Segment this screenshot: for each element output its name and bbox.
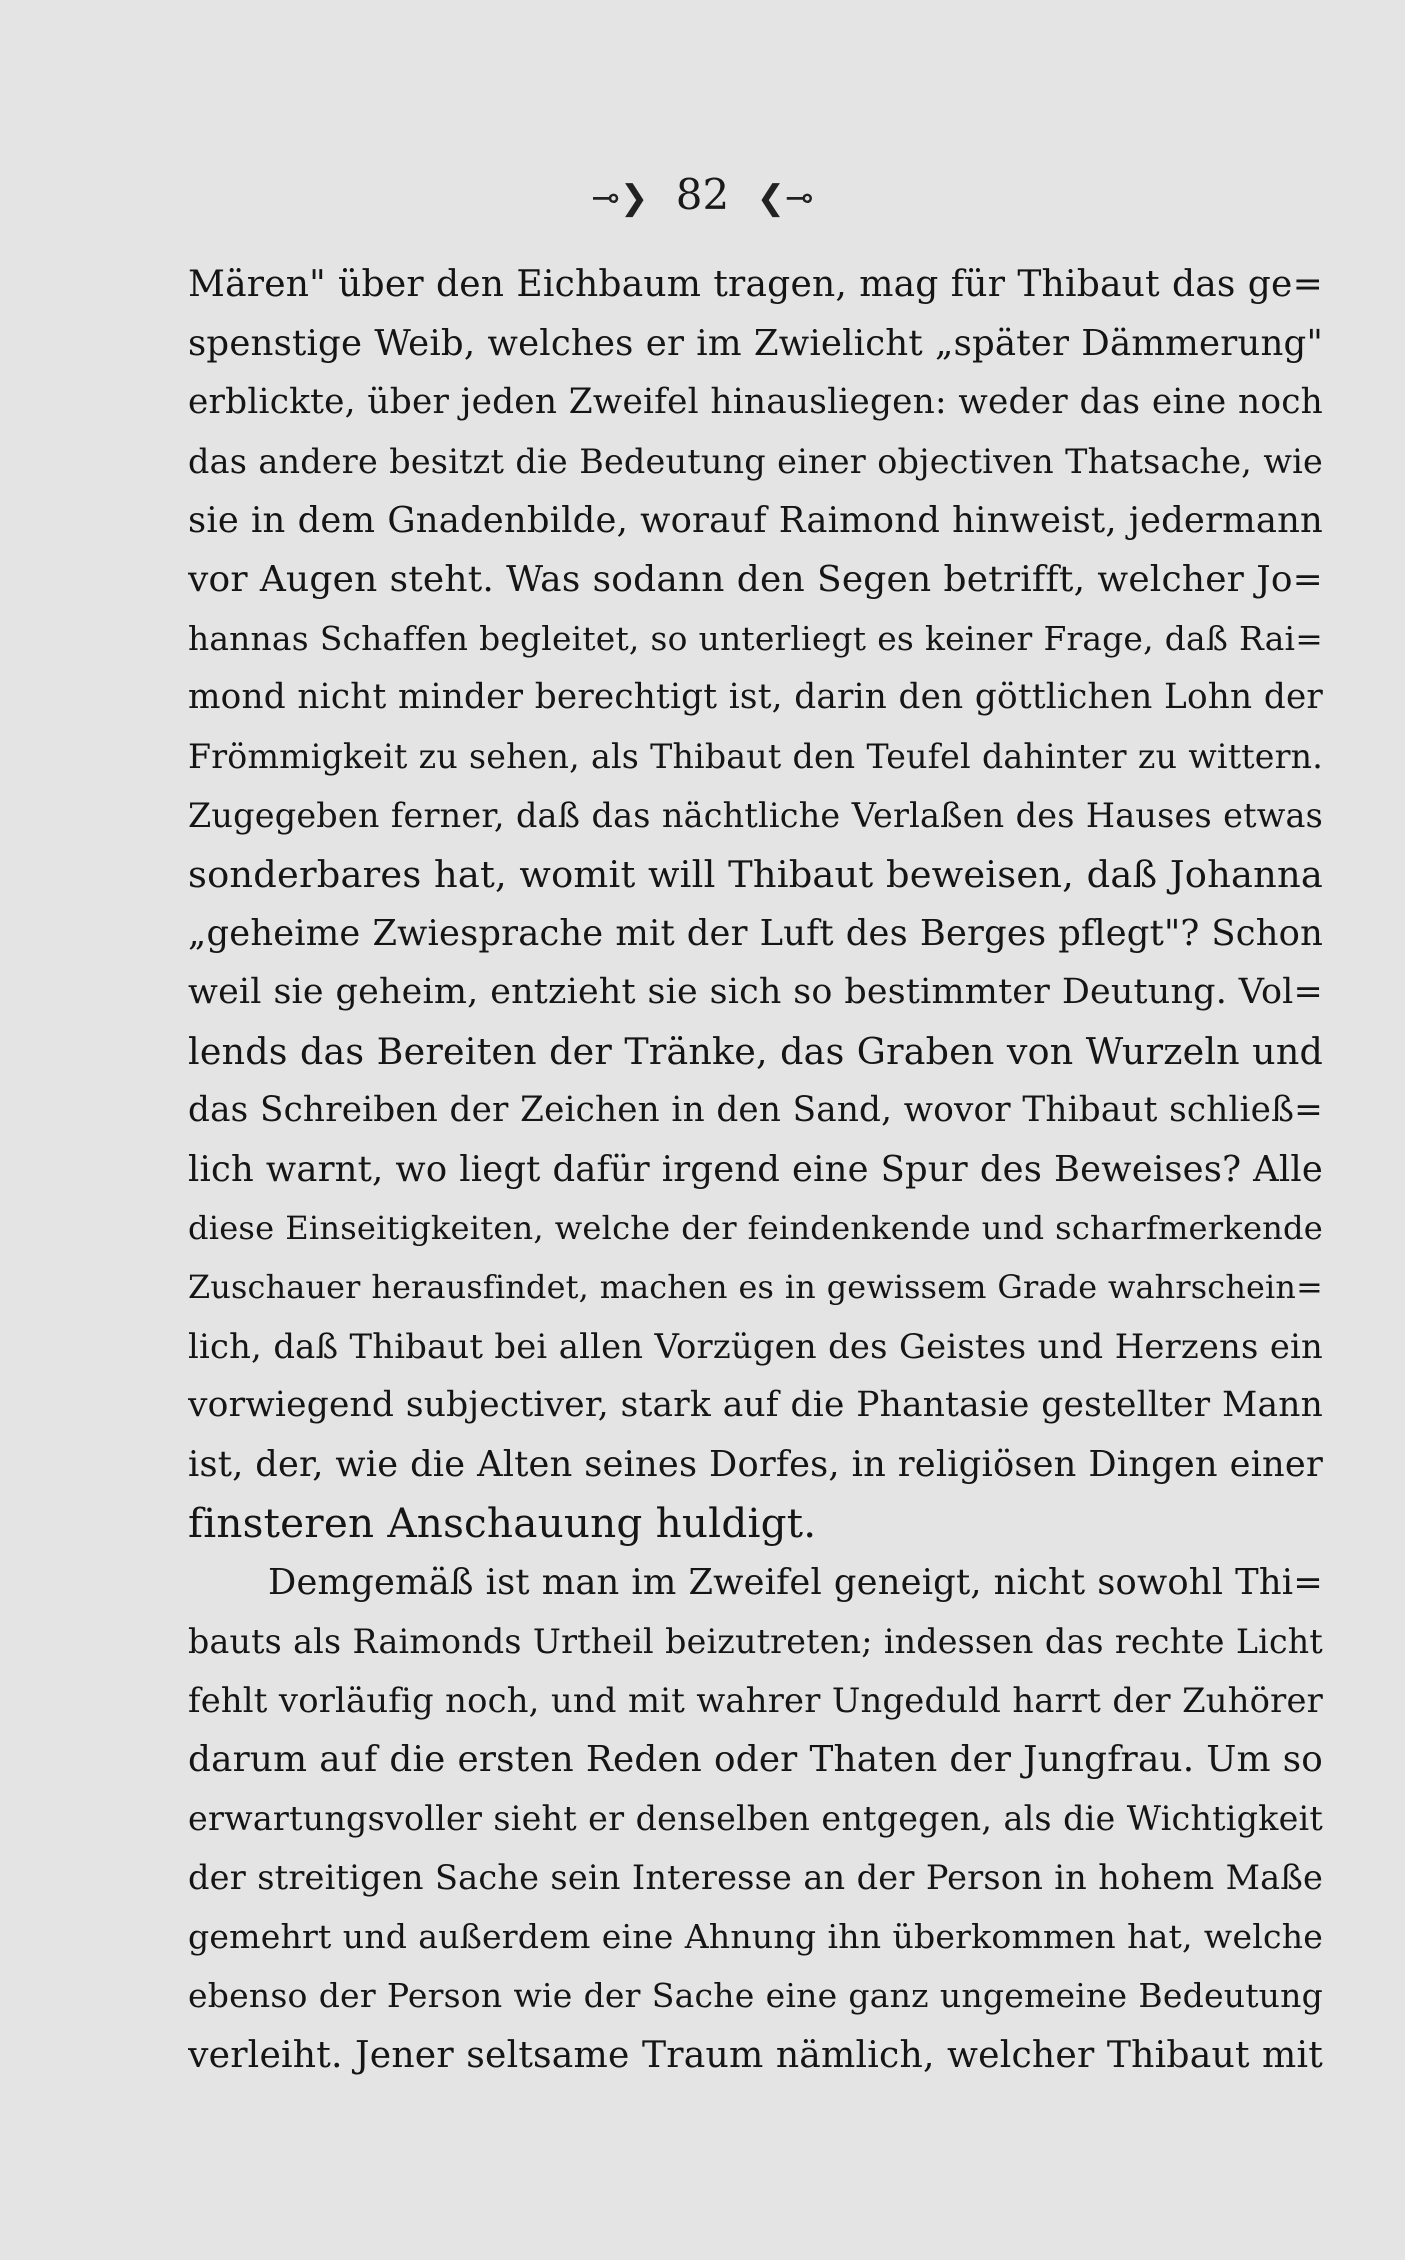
left-ornament-icon: ⊸❯ <box>591 178 649 218</box>
text-line: das Schreiben der Zeichen in den Sand, wovor Thibaut schließ= <box>188 1090 1323 1130</box>
text-line: hannas Schaffen begleitet, so unterliegt es keiner Frage, daß Rai= <box>188 619 1323 658</box>
text-line: sie in dem Gnadenbilde, worauf Raimond hinweist, jedermann <box>188 500 1323 541</box>
text-line: finsteren Anschauung huldigt. <box>188 1499 817 1547</box>
text-line: lends das Bereiten der Tränke, das Graben von Wurzeln und <box>188 1030 1323 1073</box>
text-line: das andere besitzt die Bedeutung einer objectiven Thatsache, wie <box>188 442 1323 481</box>
text-line: sonderbares hat, womit will Thibaut beweisen, daß Johanna <box>188 853 1323 896</box>
text-line: mond nicht minder berechtigt ist, darin den göttlichen Lohn der <box>188 677 1323 717</box>
text-line: fehlt vorläufig noch, und mit wahrer Ungeduld harrt der Zuhörer <box>188 1681 1323 1720</box>
text-line: vorwiegend subjectiver, stark auf die Phantasie gestellter Mann <box>188 1385 1323 1425</box>
text-line: ebenso der Person wie der Sache eine ganz ungemeine Bedeutung <box>188 1976 1323 2015</box>
body-text <box>188 255 1323 2084</box>
page-number: 82 <box>675 170 730 219</box>
text-line: spenstige Weib, welches er im Zwielicht „später Dämmerung" <box>188 323 1323 364</box>
text-line: der streitigen Sache sein Interesse an der Person in hohem Maße <box>188 1858 1323 1897</box>
text-line: lich warnt, wo liegt dafür irgend eine Spur des Beweises? Alle <box>188 1149 1323 1190</box>
text-line: diese Einseitigkeiten, welche der feindenkende und scharfmerkende <box>188 1209 1323 1247</box>
text-line: lich, daß Thibaut bei allen Vorzügen des Geistes und Herzens ein <box>188 1327 1323 1366</box>
text-line: ist, der, wie die Alten seines Dorfes, in religiösen Dingen einer <box>188 1444 1323 1485</box>
text-line: darum auf die ersten Reden oder Thaten der Jungfrau. Um so <box>188 1739 1323 1780</box>
text-line: weil sie geheim, entzieht sie sich so bestimmter Deutung. Vol= <box>188 972 1323 1012</box>
page-header <box>0 170 1405 219</box>
text-line: erblickte, über jeden Zweifel hinausliegen: weder das eine noch <box>188 382 1323 422</box>
text-line: Frömmigkeit zu sehen, als Thibaut den Teufel dahinter zu wittern. <box>188 737 1323 776</box>
text-line: Zuschauer herausfindet, machen es in gewissem Grade wahrschein= <box>188 1268 1323 1306</box>
text-line: verleiht. Jener seltsame Traum nämlich, welcher Thibaut mit <box>188 2033 1323 2076</box>
text-line: erwartungsvoller sieht er denselben entgegen, als die Wichtigkeit <box>188 1799 1323 1838</box>
paragraph-1 <box>188 255 1323 1553</box>
text-line: vor Augen steht. Was sodann den Segen betrifft, welcher Jo= <box>188 559 1323 600</box>
text-line: Demgemäß ist man im Zweifel geneigt, nicht sowohl Thi= <box>268 1562 1323 1603</box>
text-line: bauts als Raimonds Urtheil beizutreten; indessen das rechte Licht <box>188 1622 1323 1661</box>
right-ornament-icon: ❮⊸ <box>756 178 814 218</box>
text-line: Zugegeben ferner, daß das nächtliche Verlaßen des Hauses etwas <box>188 796 1323 835</box>
text-line: gemehrt und außerdem eine Ahnung ihn überkommen hat, welche <box>188 1917 1323 1956</box>
text-line: Mären" über den Eichbaum tragen, mag für Thibaut das ge= <box>188 263 1323 305</box>
paragraph-2 <box>188 1553 1323 2084</box>
text-line: „geheime Zwiesprache mit der Luft des Berges pflegt"? Schon <box>188 913 1323 954</box>
